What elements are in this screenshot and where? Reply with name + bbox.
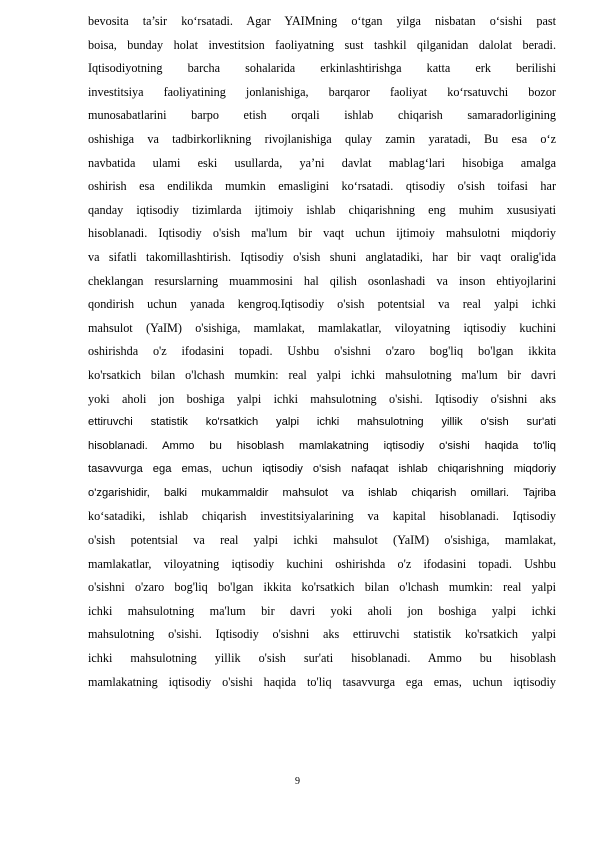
text-line: navbatida ulami eski usullarda, ya’ni davlat mablag‘lari hisobiga amalga <box>88 155 556 170</box>
text-line: boisa, bunday holat investitsion faoliyatning sust tashkil qilganidan dalolat beradi. <box>88 37 556 52</box>
text-line: oshirishda o'z ifodasini topadi. Ushbu o'sishni o'zaro bog'liq bo'lgan ikkita <box>88 344 556 359</box>
text-line: qanday iqtisodiy tizimlarda ijtimoiy ishlab chiqarishning eng muhim xususiyati <box>88 202 556 217</box>
text-line: ettiruvchi statistik ko'rsatkich yalpi ichki mahsulotning yillik o'sish sur'ati <box>88 416 556 429</box>
text-line: bevosita ta’sir ko‘rsatadi. Agar YAIMning o‘tgan yilga nisbatan o‘sishi past <box>88 14 556 28</box>
text-line: cheklangan resurslarning muammosini hal qilish osonlashadi va inson ehtiyojlarini <box>88 273 556 288</box>
text-line: ichki mahsulotning yillik o'sish sur'ati hisoblanadi. Ammo bu hisoblash <box>88 651 556 666</box>
page-number: 9 <box>295 776 300 787</box>
text-line: qondirish uchun yanada kengroq.Iqtisodiy o'sish potentsial va real yalpi ichki <box>88 297 556 312</box>
text-line: mahsulot (YaIM) o'sishiga, mamlakat, mamlakatlar, viloyatning iqtisodiy kuchini <box>88 320 556 335</box>
text-line: va sifatli takomillashtirish. Iqtisodiy o'sish shuni anglatadiki, har bir vaqt oralig'ida <box>88 249 556 264</box>
text-line: mamlakatlar, viloyatning iqtisodiy kuchini oshirishda o'z ifodasini topadi. Ushbu <box>88 556 556 571</box>
text-line: oshirish esa endilikda mumkin emasligini ko‘rsatadi. qtisodiy o'sish toifasi har <box>88 179 556 194</box>
text-line: yoki aholi jon boshiga yalpi ichki mahsulotning o'sishi. Iqtisodiy o'sishni aks <box>88 391 556 406</box>
text-line: ko‘satadiki, ishlab chiqarish investitsiyalarining va kapital hisoblanadi. Iqtisodiy <box>88 509 556 524</box>
body-text <box>88 10 556 694</box>
text-line: tasavvurga ega emas, uchun iqtisodiy o'sish nafaqat ishlab chiqarishning miqdoriy <box>88 463 556 476</box>
text-line: o'sish potentsial va real yalpi ichki mahsulot (YaIM) o'sishiga, mamlakat, <box>88 533 556 548</box>
text-line: ko'rsatkich bilan o'lchash mumkin: real yalpi ichki mahsulotning ma'lum bir davri <box>88 367 556 382</box>
text-line: ichki mahsulotning ma'lum bir davri yoki aholi jon boshiga yalpi ichki <box>88 603 556 618</box>
text-line: oshishiga va tadbirkorlikning rivojlanishiga qulay zamin yaratadi, Bu esa o‘z <box>88 131 556 146</box>
text-line: Iqtisodiyotning barcha sohalarida erkinlashtirishga katta erk berilishi <box>88 61 556 76</box>
text-line: o'sishni o'zaro bog'liq bo'lgan ikkita ko'rsatkich bilan o'lchash mumkin: real yalpi <box>88 580 556 595</box>
text-line: investitsiya faoliyatining jonlanishiga, barqaror faoliyat ko‘rsatuvchi bozor <box>88 84 556 99</box>
text-line: mahsulotning o'sishi. Iqtisodiy o'sishni aks ettiruvchi statistik ko'rsatkich yalpi <box>88 627 556 642</box>
text-line: munosabatlarini barpo etish orqali ishlab chiqarish samaradorligining <box>88 108 556 123</box>
text-line: hisoblanadi. Ammo bu hisoblash mamlakatning iqtisodiy o'sishi haqida to'liq <box>88 439 556 452</box>
text-line: mamlakatning iqtisodiy o'sishi haqida to'liq tasavvurga ega emas, uchun iqtisodiy <box>88 674 556 689</box>
text-line: hisoblanadi. Iqtisodiy o'sish ma'lum bir vaqt uchun ijtimoiy mahsulotni miqdoriy <box>88 226 556 241</box>
text-line: o'zgarishidir, balki mukammaldir mahsulot va ishlab chiqarish omillari. Tajriba <box>88 486 556 499</box>
